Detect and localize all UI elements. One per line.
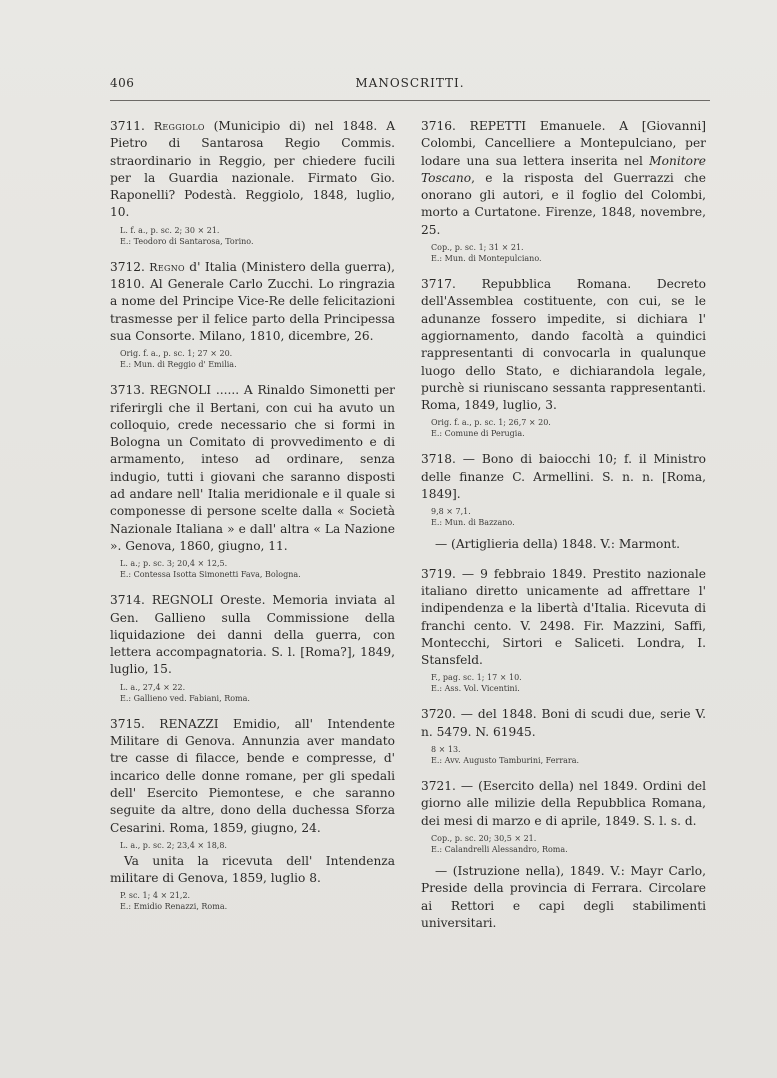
entry-subtext: — (Istruzione nella), 1849. V.: Mayr Carlo, Preside della provincia di Ferrara. Circolare ai Rettori e capi degli stabilimenti universitari. <box>421 863 706 930</box>
entry-meta: Cop., p. sc. 1; 31 × 21. E.: Mun. di Montepulciano. <box>431 243 542 264</box>
entry-meta: 9,8 × 7,1. E.: Mun. di Bazzano. <box>431 507 515 528</box>
entry-text: 3718. — Bono di baiocchi 10; f. il Ministro delle finanze C. Armellini. S. n. n. [Roma, 1849]. <box>421 452 706 502</box>
entry-3717 <box>421 276 706 439</box>
entry-meta: L. a., 27,4 × 22. E.: Gallieno ved. Fabiani, Roma. <box>120 682 250 703</box>
entry-3719 <box>421 566 706 695</box>
running-header <box>110 76 710 96</box>
entry-subtext: Va unita la ricevuta dell' Intendenza militare di Genova, 1859, luglio 8. <box>110 853 395 886</box>
entry-text: 3721. — (Esercito della) nel 1849. Ordini del giorno alle milizie della Repubblica Romana, dei mesi di marzo e di aprile, 1849. S. l. s. d. <box>421 779 706 828</box>
entry-meta: P. sc. 1; 4 × 21,2. E.: Emidio Renazzi, Roma. <box>120 891 228 912</box>
entry-meta: Cop., p. sc. 20; 30,5 × 21. E.: Calandrelli Alessandro, Roma. <box>431 833 568 854</box>
entry-3721 <box>421 778 706 932</box>
entry-text: 3719. — 9 febbraio 1849. Prestito nazionale italiano diretto unicamente ad affrettare l' indipendenza e la libertà d'Italia. Ricevuta di franchi cento. V. 2498. Fir. Mazzini, Saffi, Montecchi, Sirtori e Saliceti. Londra, I. Stansfeld. <box>421 566 706 668</box>
entry-3713 <box>110 382 395 580</box>
entry-3714 <box>110 592 395 703</box>
entry-meta: Orig. f. a., p. sc. 1; 27 × 20. E.: Mun. di Reggio d' Emilia. <box>120 349 237 370</box>
entry-3711 <box>110 118 395 247</box>
entry-text: 3715. RENAZZI Emidio, all' Intendente Militare di Genova. Annunzia aver mandato tre casse di filacce, bende e compresse, d' incarico delle donne romane, per gli spedali dell' Esercito Piemontese, e che saranno seguite da altre, dono della duchessa Sforza Cesarini. Roma, 1859, giugno, 24. <box>110 716 395 835</box>
header-rule <box>110 100 710 101</box>
left-column <box>110 118 395 924</box>
entry-text: 3713. REGNOLI ...... A Rinaldo Simonetti per riferirgli che il Bertani, con cui ha avuto un colloquio, crede necessario che si formi in Bologna un Comitato di provvedimento e di armamento, inteso ad ordinare, senza indugio, tutti i giovani che saranno disposti ad andare nell' Italia meridionale e il quale si componesse di persone scelte dalla « Società Nazionale Italiana » e dall' altra « La Nazione ». Genova, 1860, giugno, 11. <box>110 383 395 553</box>
entry-text: 3711. Reggiolo (Municipio di) nel 1848. A Pietro di Santarosa Regio Commis. straordinario in Reggio, per chiedere fucili per la Guardia nazionale. Firmato Gio. Raponelli? Podestà. Reggiolo, 1848, luglio, 10. <box>110 119 395 220</box>
entry-meta: F., pag. sc. 1; 17 × 10. E.: Ass. Vol. Vicentini. <box>431 673 522 694</box>
entry-3715 <box>110 716 395 913</box>
page-number: 406 <box>110 76 135 90</box>
entry-text: 3720. — del 1848. Boni di scudi due, serie V. n. 5479. N. 61945. <box>421 707 706 739</box>
entry-text: 3717. Repubblica Romana. Decreto dell'Assemblea costituente, con cui, se le adunanze fossero impedite, si dichiara l' aggiornamento, dando facoltà a quindici rappresentanti di convocarla in qualunque luogo dello Stato, e dichiarandola legale, purchè si riuniscano sessanta rappresentanti. Roma, 1849, luglio, 3. <box>421 277 706 413</box>
entry-3712 <box>110 259 395 370</box>
running-title: MANOSCRITTI. <box>355 76 465 90</box>
entry-3716 <box>421 118 706 264</box>
entry-text: 3712. Regno d' Italia (Ministero della guerra), 1810. Al Generale Carlo Zucchi. Lo ringrazia a nome del Principe Vice-Re delle felicitazioni trasmesse per il felice parto della Principessa sua Consorte. Milano, 1810, dicembre, 26. <box>110 259 395 343</box>
entry-meta: L. a.; p. sc. 3; 20,4 × 12,5. E.: Contessa Isotta Simonetti Fava, Bologna. <box>120 559 301 580</box>
entry-text: 3714. REGNOLI Oreste. Memoria inviata al Gen. Gallieno sulla Commissione della liquidazione dei danni della guerra, con lettera accompagnatoria. S. l. [Roma?], 1849, luglio, 15. <box>110 593 395 677</box>
entry-meta: L. a., p. sc. 2; 23,4 × 18,8. <box>120 840 227 850</box>
entry-meta: L. f. a., p. sc. 2; 30 × 21. E.: Teodoro di Santarosa, Torino. <box>120 225 254 246</box>
entry-meta: Orig. f. a., p. sc. 1; 26,7 × 20. E.: Comune di Perugia. <box>431 418 551 439</box>
entry-3720 <box>421 706 706 766</box>
entry-subtext: — (Artiglieria della) 1848. V.: Marmont. <box>435 537 680 552</box>
entry-meta: 8 × 13. E.: Avv. Augusto Tamburini, Ferrara. <box>431 745 580 766</box>
right-column <box>421 118 706 944</box>
entry-text: 3716. REPETTI Emanuele. A [Giovanni] Colombi, Cancelliere a Montepulciano, per lodare una sua lettera inserita nel Monitore Toscano, e la risposta del Guerrazzi che onorano gli autori, e il foglio del Colombi, morto a Curtatone. Firenze, 1848, novembre, 25. <box>421 119 706 237</box>
entry-3718 <box>421 451 706 553</box>
